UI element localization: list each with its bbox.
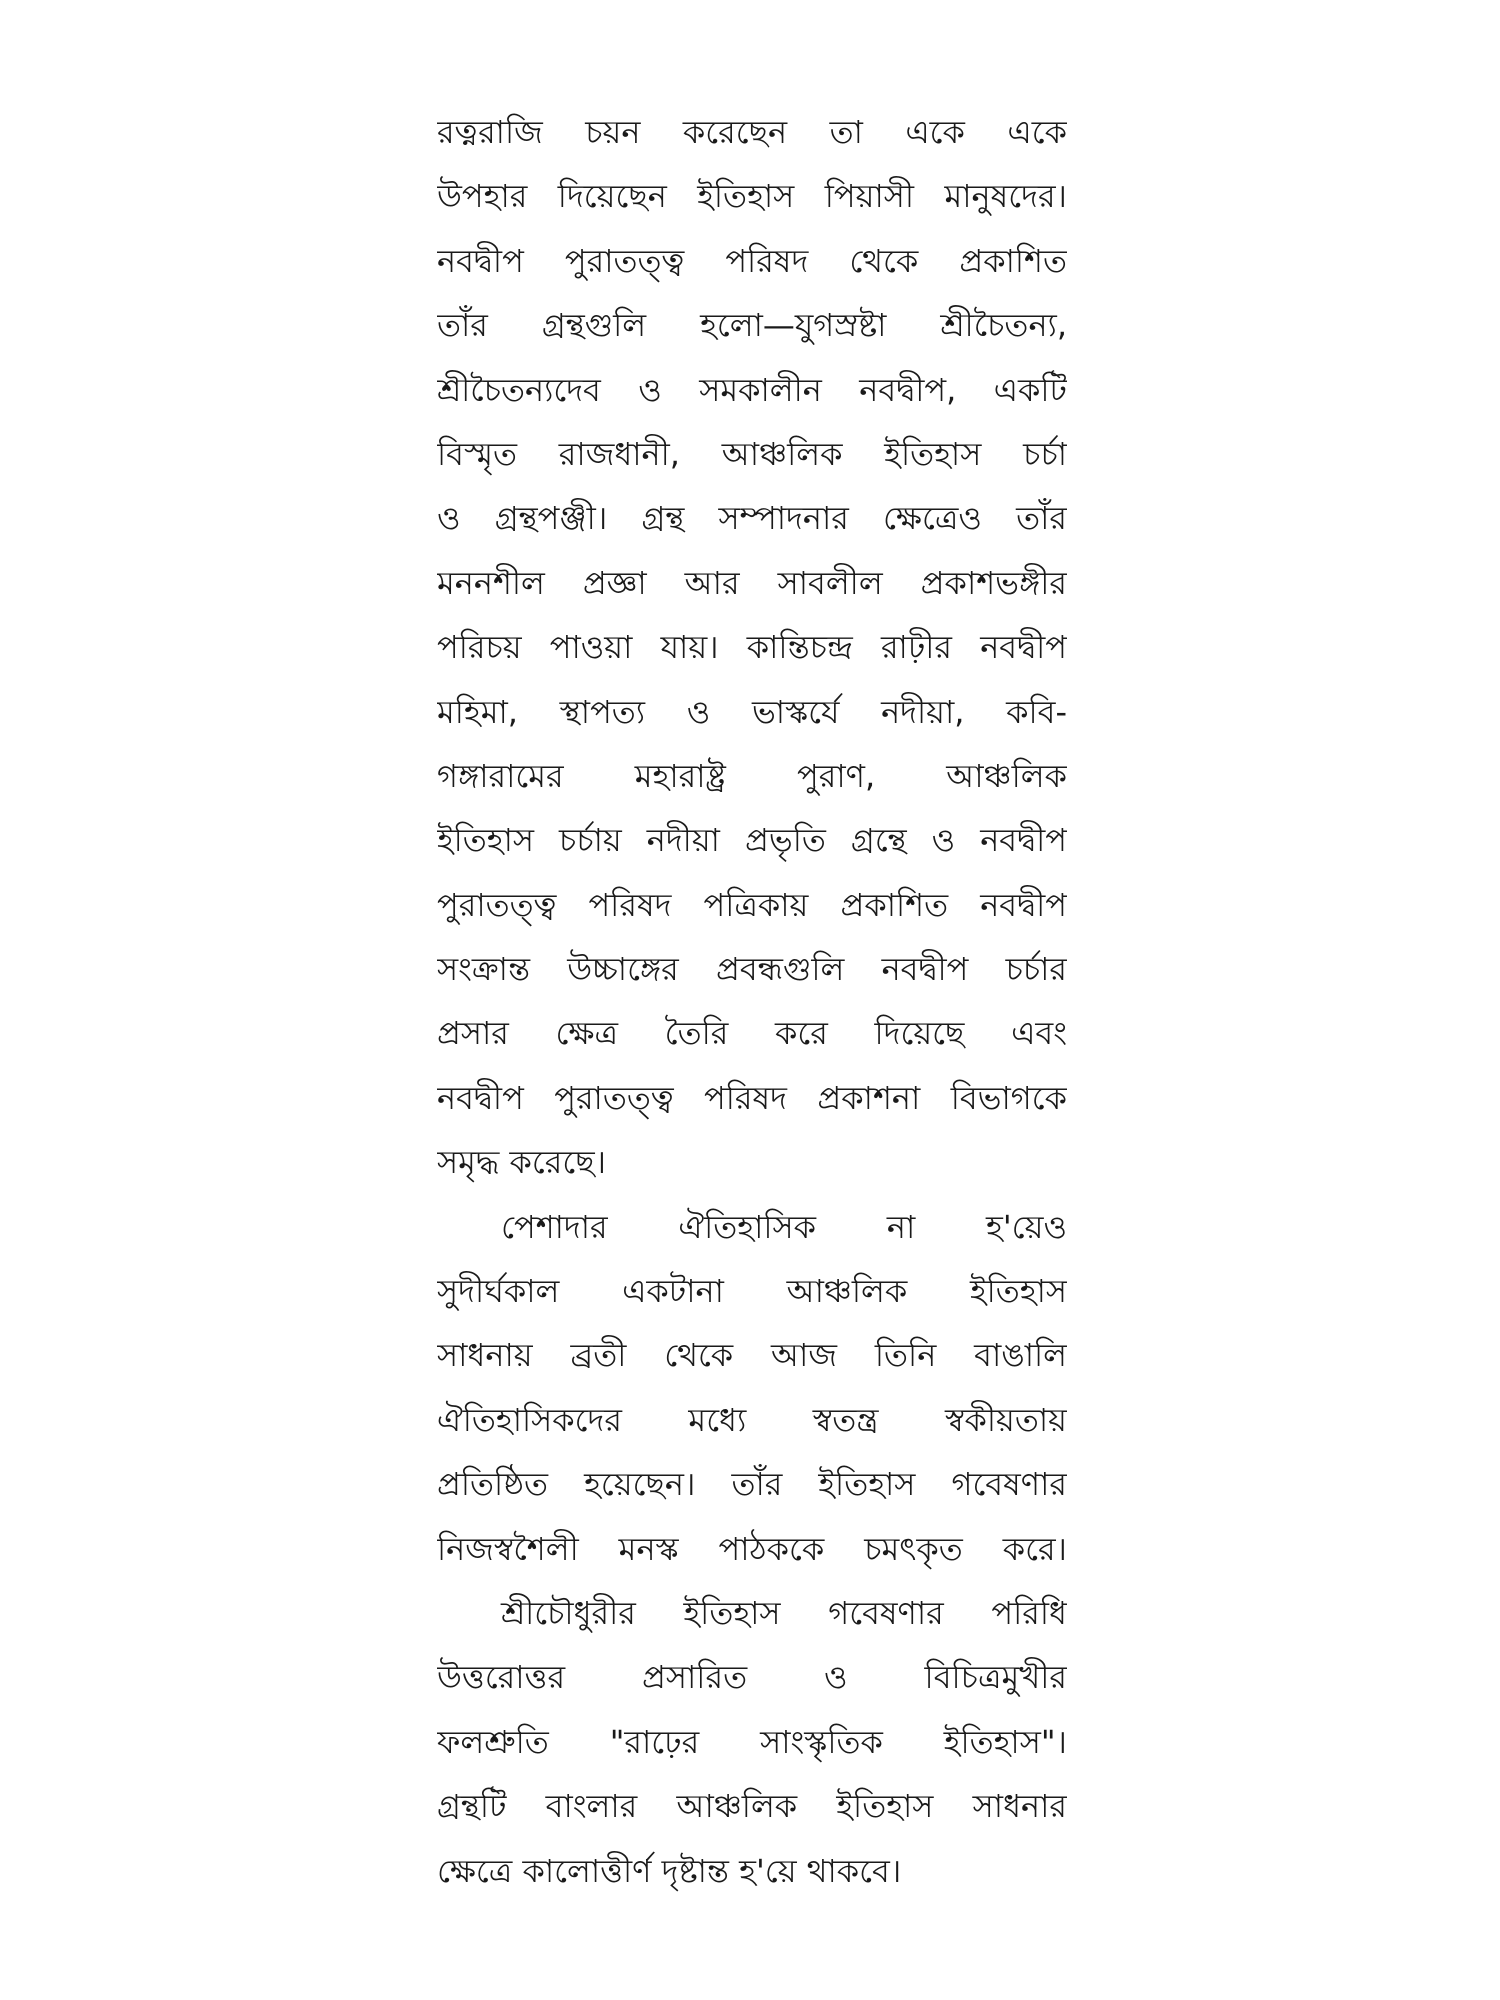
- text-column: [437, 100, 1067, 1903]
- text-line: পুরাতত্ত্ব পরিষদ পত্রিকায় প্রকাশিত নবদ্বীপ: [437, 885, 1067, 924]
- text-line: ক্ষেত্রে কালোত্তীর্ণ দৃষ্টান্ত হ'য়ে থাকবে।: [437, 1851, 902, 1890]
- text-line: উত্তরোত্তর প্রসারিত ও বিচিত্রমুখীর: [437, 1658, 1067, 1697]
- text-line: পরিচয় পাওয়া যায়। কান্তিচন্দ্র রাঢ়ীর নবদ্বীপ: [437, 628, 1067, 667]
- text-line: নবদ্বীপ পুরাতত্ত্ব পরিষদ থেকে প্রকাশিত: [437, 241, 1067, 280]
- text-line: মননশীল প্রজ্ঞা আর সাবলীল প্রকাশভঙ্গীর: [437, 563, 1067, 602]
- paragraph-1: [437, 100, 1067, 1195]
- text-line: পেশাদার ঐতিহাসিক না হ'য়েও: [501, 1207, 1067, 1246]
- paragraph-2: [437, 1195, 1067, 1581]
- text-line: তাঁর গ্রন্থগুলি হলো—যুগস্রষ্টা শ্রীচৈতন্য,: [437, 306, 1067, 345]
- paragraph-3: [437, 1581, 1067, 1903]
- text-line: ইতিহাস চর্চায় নদীয়া প্রভৃতি গ্রন্থে ও নবদ্বীপ: [437, 821, 1067, 860]
- text-line: ঐতিহাসিকদের মধ্যে স্বতন্ত্র স্বকীয়তায়: [437, 1400, 1067, 1439]
- text-line: বিস্মৃত রাজধানী, আঞ্চলিক ইতিহাস চর্চা: [437, 434, 1067, 473]
- text-line: ও গ্রন্থপঞ্জী। গ্রন্থ সম্পাদনার ক্ষেত্রেও তাঁর: [437, 499, 1067, 538]
- text-line: সমৃদ্ধ করেছে।: [437, 1143, 607, 1182]
- text-line: সাধনায় ব্রতী থেকে আজ তিনি বাঙালি: [437, 1336, 1067, 1375]
- text-line: উপহার দিয়েছেন ইতিহাস পিয়াসী মানুষদের।: [437, 177, 1067, 216]
- text-line: সুদীর্ঘকাল একটানা আঞ্চলিক ইতিহাস: [437, 1272, 1067, 1311]
- text-line: গঙ্গারামের মহারাষ্ট্র পুরাণ, আঞ্চলিক: [437, 756, 1067, 795]
- text-line: নিজস্বশৈলী মনস্ক পাঠককে চমৎকৃত করে।: [437, 1529, 1067, 1568]
- text-line: শ্রীচৈতন্যদেব ও সমকালীন নবদ্বীপ, একটি: [437, 370, 1067, 409]
- text-line: গ্রন্থটি বাংলার আঞ্চলিক ইতিহাস সাধনার: [437, 1787, 1067, 1826]
- text-line: প্রতিষ্ঠিত হয়েছেন। তাঁর ইতিহাস গবেষণার: [437, 1465, 1067, 1504]
- text-line: শ্রীচৌধুরীর ইতিহাস গবেষণার পরিধি: [501, 1593, 1067, 1632]
- text-line: প্রসার ক্ষেত্র তৈরি করে দিয়েছে এবং: [437, 1014, 1067, 1053]
- text-line: রত্নরাজি চয়ন করেছেন তা একে একে: [437, 113, 1067, 151]
- text-line: নবদ্বীপ পুরাতত্ত্ব পরিষদ প্রকাশনা বিভাগকে: [437, 1078, 1067, 1117]
- text-line: সংক্রান্ত উচ্চাঙ্গের প্রবন্ধগুলি নবদ্বীপ চর্চার: [437, 950, 1067, 989]
- text-line: ফলশ্রুতি "রাঢ়ের সাংস্কৃতিক ইতিহাস"।: [437, 1722, 1067, 1761]
- text-line: মহিমা, স্থাপত্য ও ভাস্কর্যে নদীয়া, কবি-: [437, 692, 1067, 731]
